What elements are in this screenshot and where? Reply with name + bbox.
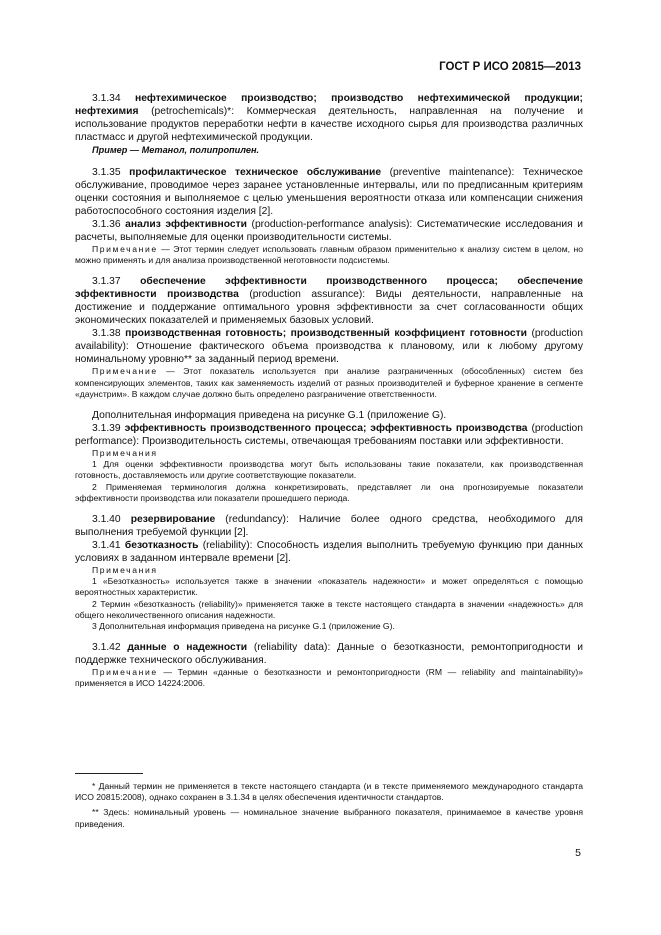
term-english: (production availability): [75, 328, 583, 353]
footnotes [75, 781, 583, 834]
note-label: Примечание [92, 667, 158, 678]
term-english: (production-performance analysis): [251, 219, 413, 230]
note-item: 2 Термин «безотказность (reliability)» применяется также в тексте настоящего стандарта в значении «надежность» для общего неколичественного описания надежности. [75, 598, 583, 620]
term-3-1-38: 3.1.38 производственная готовность; производственный коэффициент готовности (production availability): Отношение фактического объема производства к плановому, или к любому другому номинальному уровню** за заданный период времени. [75, 328, 583, 366]
note-label: Примечание [92, 244, 158, 254]
term-english: (reliability data): [253, 642, 331, 654]
note-item: 2 Применяемая терминология должна конкретизировать, представляет ли она прогнозируемые показатели эффективности производства или показатели прошедшего периода. [75, 481, 583, 503]
term-title: профилактическое техническое обслуживание [129, 167, 382, 178]
footnote-2: ** Здесь: номинальный уровень — номинальное значение выбранного показателя, принимаемое в качестве уровня приведения. [75, 807, 583, 829]
notes-label-3-1-39: Примечания [92, 448, 158, 459]
term-english: (reliability): [202, 540, 253, 552]
term-title: нефтехимическое производство; производство нефтехимической продукции; нефтехимия [75, 93, 583, 117]
term-definition: Данные о безотказности, ремонтопригодности и поддержке технического обслуживания. [75, 642, 583, 667]
term-title: обеспечение эффективности производственного процесса; обеспечение эффективности производства [75, 276, 583, 301]
note-text: — Термин «данные о безотказности и ремонтопригодности (RM — reliability and maintainability)» применяется в ИСО 14224:2006. [75, 667, 584, 689]
note-3-1-38 [75, 366, 583, 400]
term-3-1-35: 3.1.35 профилактическое техническое обслуживание (preventive maintenance): Техническое обслуживание, проводимое через заранее установленные интервалы, или по предписанным критериям оценки состояния и выполняемое с целью уменьшения вероятности отказа или компенсации снижения работоспособного состояния изделия [2]. [75, 167, 583, 217]
notes-label-3-1-41: Примечания [92, 565, 158, 576]
term-title: данные о надежности [127, 642, 248, 654]
note-text: — Этот показатель используется при анализе разграниченных (обособленных) систем без компенсирующих элементов, таких как заменяемость изделий от разных производителей и буферное хранение в сегменте «даунстрим». В каждом случае должно быть определено разграничение ответственности. [75, 366, 583, 399]
term-english: (production performance): [75, 423, 583, 448]
footnote-1: * Данный термин не применяется в тексте настоящего стандарта (и в тексте применяемого международного стандарта ИСО 20815:2008), однако сохранен в 3.1.34 в целях обеспечения идентичности стандартов. [75, 781, 583, 803]
term-3-1-36: 3.1.36 анализ эффективности (production-performance analysis): Систематические исследования и расчеты, выполняемые для оценки производительности системы. [75, 219, 583, 243]
term-definition: Способность изделия выполнить требуемую функцию при данных условиях в заданном интервале времени [2]. [75, 540, 583, 565]
term-title: анализ эффективности [125, 219, 247, 230]
term-english: (production assurance): [249, 289, 366, 301]
term-title: эффективность производственного процесса; эффективность производства [124, 423, 528, 435]
document-body [75, 92, 583, 690]
note-item: 1 Для оценки эффективности производства могут быть использованы такие показатели, как производственная готовность, доставляемость или другие соответствующие показатели. [75, 459, 583, 481]
page-number: 5 [575, 847, 581, 859]
term-definition: Техническое обслуживание, проводимое через заранее установленные интервалы, или по предписанным критериям оценки состояния и выполняемое с целью уменьшения вероятности отказа или компенсации снижения работоспособного состояния изделия [2]. [75, 167, 583, 217]
footnote-divider [75, 773, 143, 774]
term-definition: Виды деятельности, направленные на достижение и поддержание оптимального уровня эффективности за счет согласованности общих экономических показателей и применяемых базовых условий. [75, 289, 583, 327]
term-definition: Производительность системы, отвечающая требованиям поставки или эффективности. [141, 436, 564, 448]
term-3-1-39: 3.1.39 эффективность производственного процесса; эффективность производства (production performance): Производительность системы, отвечающая требованиям поставки или эффективности. [75, 423, 583, 448]
note-3-1-36 [75, 244, 583, 266]
note-item: 3 Дополнительная информация приведена на рисунке G.1 (приложение G). [92, 621, 395, 632]
term-3-1-42: 3.1.42 данные о надежности (reliability data): Данные о безотказности, ремонтопригодности и поддержке технического обслуживания. [75, 642, 583, 667]
term-title: резервирование [130, 514, 216, 526]
term-english: (preventive maintenance): [389, 167, 515, 178]
note-label: Примечание [92, 366, 158, 377]
term-definition: Отношение фактического объема производства к плановому, или к любому другому номинальному уровню** за заданный период времени. [75, 341, 583, 366]
term-title: производственная готовность; производственный коэффициент готовности [125, 328, 527, 340]
term-3-1-37: 3.1.37 обеспечение эффективности производственного процесса; обеспечение эффективности производства (production assurance): Виды деятельности, направленные на достижение и поддержание оптимального уровня эффективности за счет согласованности общих экономических показателей и применяемых базовых условий. [75, 276, 583, 327]
term-definition: Наличие более одного средства, необходимого для выполнения требуемой функции [2]. [75, 514, 583, 539]
term-3-1-34: 3.1.34 нефтехимическое производство; производство нефтехимической продукции; нефтехимия (petrochemicals)*: Коммерческая деятельность, направленная на получение и использование продуктов переработки нефти в качестве исходного сырья для производства различных пластмасс и другой нефтехимической продукции. [75, 93, 583, 143]
info-3-1-38: Дополнительная информация приведена на рисунке G.1 (приложение G). [92, 410, 447, 422]
term-3-1-40: 3.1.40 резервирование (redundancy): Наличие более одного средства, необходимого для выполнения требуемой функции [2]. [75, 514, 583, 539]
example-3-1-34: Пример — Метанол, полипропилен. [92, 145, 260, 155]
term-3-1-41: 3.1.41 безотказность (reliability): Способность изделия выполнить требуемую функцию при данных условиях в заданном интервале времени [2]. [75, 540, 583, 565]
term-definition: Систематические исследования и расчеты, выполняемые для оценки производительности системы. [75, 219, 583, 243]
note-3-1-42 [75, 667, 583, 689]
note-item: 1 «Безотказность» используется также в значении «показатель надежности» и может определяться с помощью вероятностных характеристик. [75, 576, 583, 598]
term-title: безотказность [124, 540, 199, 552]
note-text: — Этот термин следует использовать главным образом применительно к анализу систем в целом, но можно применять и для анализа производственной неготовности подсистемы. [75, 244, 583, 266]
term-definition: Коммерческая деятельность, направленная на получение и использование продуктов переработки нефти в качестве исходного сырья для производства различных пластмасс и другой нефтехимической продукции. [75, 106, 583, 143]
term-english: (redundancy): [225, 514, 289, 526]
term-english: (petrochemicals)*: [151, 106, 235, 117]
page-header-standard-id: ГОСТ Р ИСО 20815—2013 [439, 61, 581, 73]
